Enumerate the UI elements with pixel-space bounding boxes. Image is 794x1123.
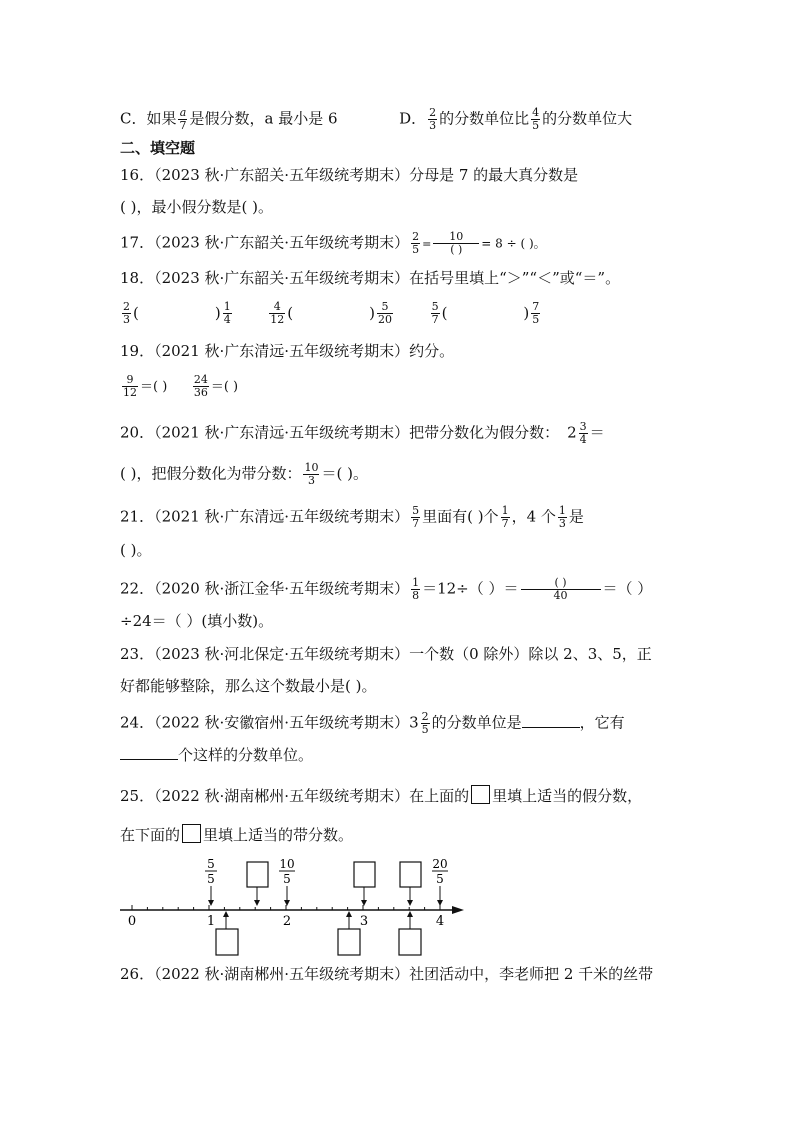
q21-prefix: 21．（2021 秋·广东清远·五年级统考期末）: [120, 507, 410, 526]
fraction: $\frac{5}{7}$: [431, 300, 439, 326]
tick-label-1: 1: [206, 914, 216, 929]
svg-text:5: 5: [207, 872, 215, 886]
fraction: $\frac{2}{3}$: [123, 300, 130, 326]
top-answer-box-3: [400, 862, 421, 906]
q17: [120, 231, 546, 256]
option-d-prefix: D．: [399, 109, 427, 128]
fraction: $\frac{10}{( )}$: [433, 231, 479, 256]
q24-line2-end: 个这样的分数单位。: [178, 746, 314, 764]
bottom-answer-box-2: [338, 911, 360, 955]
q23-line1: 23．（2023 秋·河北保定·五年级统考期末）一个数（0 除外）除以 2、3、5，正: [120, 645, 652, 663]
fraction: $\frac{4}{5}$: [532, 106, 540, 132]
q21-line2: ( )。: [120, 541, 152, 559]
q21-mid1: 里面有( )个: [422, 507, 499, 526]
option-d-mid: 的分数单位比: [439, 109, 530, 128]
q23-line2: 好都能够整除，那么这个数最小是( )。: [120, 677, 377, 695]
answer-underline[interactable]: [522, 713, 580, 728]
equals: =: [422, 237, 432, 251]
tick-label-0: 0: [127, 914, 137, 929]
q22-line1: [120, 577, 652, 602]
fraction: $\frac{4}{12}$: [270, 300, 285, 326]
section-title: 二、填空题: [120, 139, 196, 157]
q20-text3: ＝( )。: [321, 464, 368, 483]
q25-text-a: 25．（2022 秋·湖南郴州·五年级统考期末）在上面的: [120, 787, 470, 805]
svg-text:10: 10: [279, 857, 295, 871]
svg-text:5: 5: [436, 872, 444, 886]
tick-label-2: 2: [282, 914, 292, 929]
compare-blank[interactable]: ( ): [441, 303, 530, 322]
q22-mid: ＝12÷（ ）＝: [422, 579, 519, 598]
square-box-icon: [471, 785, 490, 804]
q16-line2: ( )，最小假分数是( )。: [120, 198, 273, 216]
square-box-icon: [182, 824, 201, 843]
q24-line2: [120, 745, 313, 765]
q22-end: ＝（ ）: [602, 579, 653, 598]
fraction: $\frac{1}{3}$: [558, 504, 566, 530]
q26-text: 26．（2022 秋·湖南郴州·五年级统考期末）社团活动中，李老师把 2 千米的丝带: [120, 965, 654, 983]
compare-blank[interactable]: ( ): [133, 303, 221, 322]
q25-text-c: 在下面的: [120, 826, 181, 844]
fraction: $\frac{1}{4}$: [223, 300, 231, 326]
svg-text:5: 5: [283, 872, 291, 886]
fraction: $\frac{5}{20}$: [378, 300, 392, 326]
q18-text: 18．（2023 秋·广东韶关·五年级统考期末）在括号里填上“＞”“＜”或“＝”。: [120, 269, 621, 287]
fraction: $\frac{24}{36}$: [193, 373, 208, 399]
q21-mid2: ，4 个: [511, 507, 556, 526]
q22-prefix: 22．（2020 秋·浙江金华·五年级统考期末）: [120, 579, 410, 598]
fraction: $\frac{1}{8}$: [412, 576, 420, 602]
q20-text: 20．（2021 秋·广东清远·五年级统考期末）把带分数化为假分数：: [120, 423, 560, 442]
top-label-5-5: [205, 857, 217, 906]
q21-end: 是: [568, 507, 584, 526]
top-label-10-5: [279, 857, 295, 906]
q25-text-d: 里填上适当的带分数。: [203, 826, 354, 844]
fraction: $\frac{2}{5}$: [421, 710, 429, 736]
option-line-cd: [120, 107, 632, 132]
q25-line2: [120, 824, 353, 845]
fraction: $\frac{5}{7}$: [412, 504, 420, 530]
q16-line1: 16．（2023 秋·广东韶关·五年级统考期末）分母是 7 的最大真分数是: [120, 166, 579, 184]
q17-suffix: = 8 ÷ ( )。: [481, 236, 546, 251]
q18-items: [120, 301, 542, 326]
fraction: $\frac{2}{5}$: [412, 230, 420, 256]
q21-line1: [120, 505, 584, 530]
bottom-answer-box-3: [399, 911, 421, 955]
fraction: $\frac{9}{12}$: [123, 373, 137, 399]
top-label-20-5: [432, 857, 448, 906]
fraction: $\frac{1}{7}$: [501, 504, 509, 530]
q19-text: 19．（2021 秋·广东清远·五年级统考期末）约分。: [120, 342, 455, 360]
option-d-suffix: 的分数单位大: [542, 109, 633, 128]
top-answer-box-2: [354, 862, 375, 906]
tick-label-4: 4: [435, 914, 445, 929]
number-line-svg: [118, 855, 478, 960]
q17-prefix: 17．（2023 秋·广东韶关·五年级统考期末）: [120, 233, 410, 252]
compare-blank[interactable]: ( ): [287, 303, 375, 322]
option-c-suffix: 是假分数，a 最小是 6: [189, 109, 338, 128]
q22-line2: ÷24＝（ ）(填小数)。: [120, 612, 274, 630]
q24-line1: [120, 711, 625, 736]
axis-ticks: [132, 905, 440, 910]
bottom-answer-box-1: [216, 911, 238, 955]
fraction: $\frac{3}{4}$: [579, 420, 587, 446]
fraction: $\frac{2}{3}$: [429, 106, 437, 132]
q24-mid: 的分数单位是: [431, 713, 522, 732]
equals: ＝: [589, 423, 605, 442]
q20-line2: [120, 462, 368, 487]
answer-blank[interactable]: ＝( ): [140, 379, 168, 395]
q20-text2: ( )，把假分数化为带分数：: [120, 464, 302, 483]
fraction: $\frac{a}{7}$: [179, 106, 187, 132]
mixed-whole: 3: [409, 713, 419, 732]
q20-line1: [120, 421, 605, 446]
answer-blank[interactable]: ＝( ): [210, 379, 239, 395]
q24-end: ，它有: [579, 713, 625, 732]
svg-text:20: 20: [432, 857, 448, 871]
q24-prefix: 24．（2022 秋·安徽宿州·五年级统考期末）: [120, 713, 410, 732]
axis-arrow-icon: [452, 906, 464, 914]
number-line-diagram: [118, 855, 478, 960]
q19-items: [120, 374, 238, 399]
answer-underline[interactable]: [120, 745, 178, 760]
q25-line1: [120, 785, 642, 806]
fraction: $\frac{( )}{40}$: [521, 577, 601, 602]
fraction: $\frac{10}{3}$: [304, 461, 319, 487]
svg-text:5: 5: [207, 857, 215, 871]
tick-label-3: 3: [359, 914, 369, 929]
fraction: $\frac{7}{5}$: [532, 300, 540, 326]
mixed-whole: 2: [567, 423, 577, 442]
option-c-prefix: C．如果: [120, 109, 177, 128]
top-answer-box-1: [247, 862, 268, 906]
q25-text-b: 里填上适当的假分数，: [492, 787, 643, 805]
